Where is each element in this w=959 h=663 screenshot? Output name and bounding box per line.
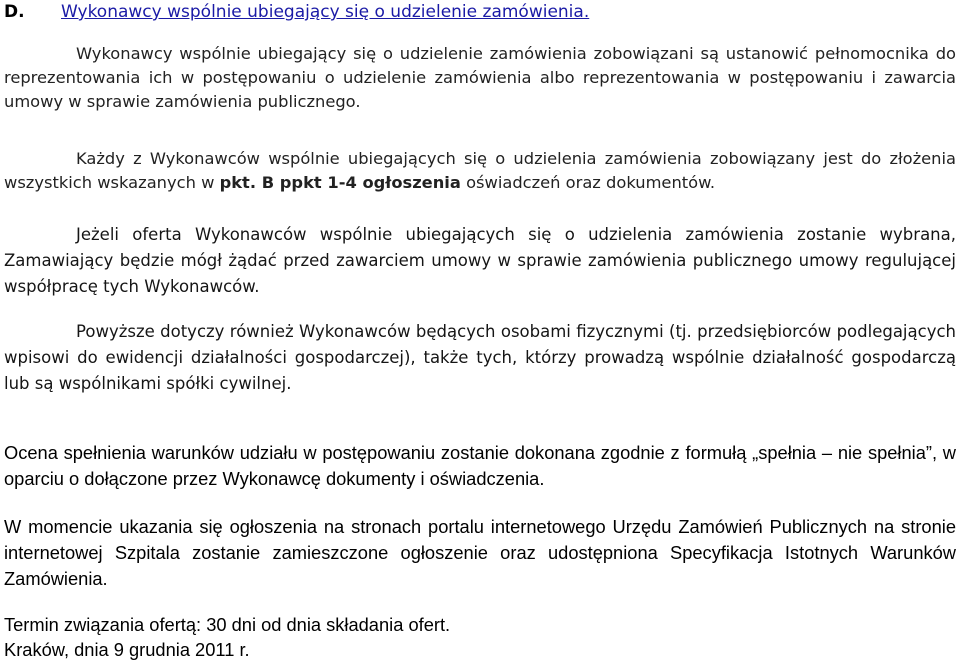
paragraph-dokumenty-reference: pkt. B ppkt 1-4 ogłoszenia bbox=[219, 173, 461, 192]
paragraph-pelnomocnik: Wykonawcy wspólnie ubiegający się o udzielenie zamówienia zobowiązani są ustanowić pełnomocnika do reprezentowania ich w postępowaniu o udzielenie zamówienia albo reprezentowania w postępowaniu i zawarcia umowy w sprawie zamówienia publicznego. bbox=[4, 44, 956, 111]
paragraph-umowa: Jeżeli oferta Wykonawców wspólnie ubiegających się o udzielenia zamówienia zostanie wybrana, Zamawiający będzie mógł żądać przed zawarciem umowy w sprawie zamówienia publicznego umowy regulującej współpracę tych Wykonawców. bbox=[4, 225, 956, 296]
paragraph-dokumenty-start: Każdy z Wykonawców wspólnie ubiegających się o udzielenia zamówienia zobowiązany jest do złożenia wszystkich wskazanych w bbox=[4, 149, 956, 192]
paragraph-dokumenty-end: oświadczeń oraz dokumentów. bbox=[460, 173, 716, 192]
section-heading bbox=[4, 0, 589, 24]
paragraph-osoby-fizyczne: Powyższe dotyczy również Wykonawców będących osobami fizycznymi (tj. przedsiębiorców podlegających wpisowi do ewidencji działalności gospodarczej), także tych, którzy prowadzą wspólnie działalność gospodarczą lub są wspólnikami spółki cywilnej. bbox=[4, 322, 956, 393]
paragraph-data: Kraków, dnia 9 grudnia 2011 r. bbox=[4, 639, 250, 660]
paragraph-dokumenty bbox=[4, 147, 956, 195]
section-title-link[interactable]: Wykonawcy wspólnie ubiegający się o udzielenie zamówienia. bbox=[61, 2, 590, 22]
paragraph-termin: Termin związania ofertą: 30 dni od dnia składania ofert. bbox=[4, 614, 451, 635]
section-letter: D. bbox=[4, 2, 25, 22]
paragraph-ocena: Ocena spełnienia warunków udziału w postępowaniu zostanie dokonana zgodnie z formułą „spełnia – nie spełnia”, w oparciu o dołączone przez Wykonawcę dokumenty i oświadczenia. bbox=[4, 442, 956, 489]
paragraph-ogloszenie: W momencie ukazania się ogłoszenia na stronach portalu internetowego Urzędu Zamówień Publicznych na stronie internetowej Szpitala zostanie zamieszczone ogłoszenie oraz udostępniona Specyfikacja Istotnych Warunków Zamówienia. bbox=[4, 516, 956, 589]
